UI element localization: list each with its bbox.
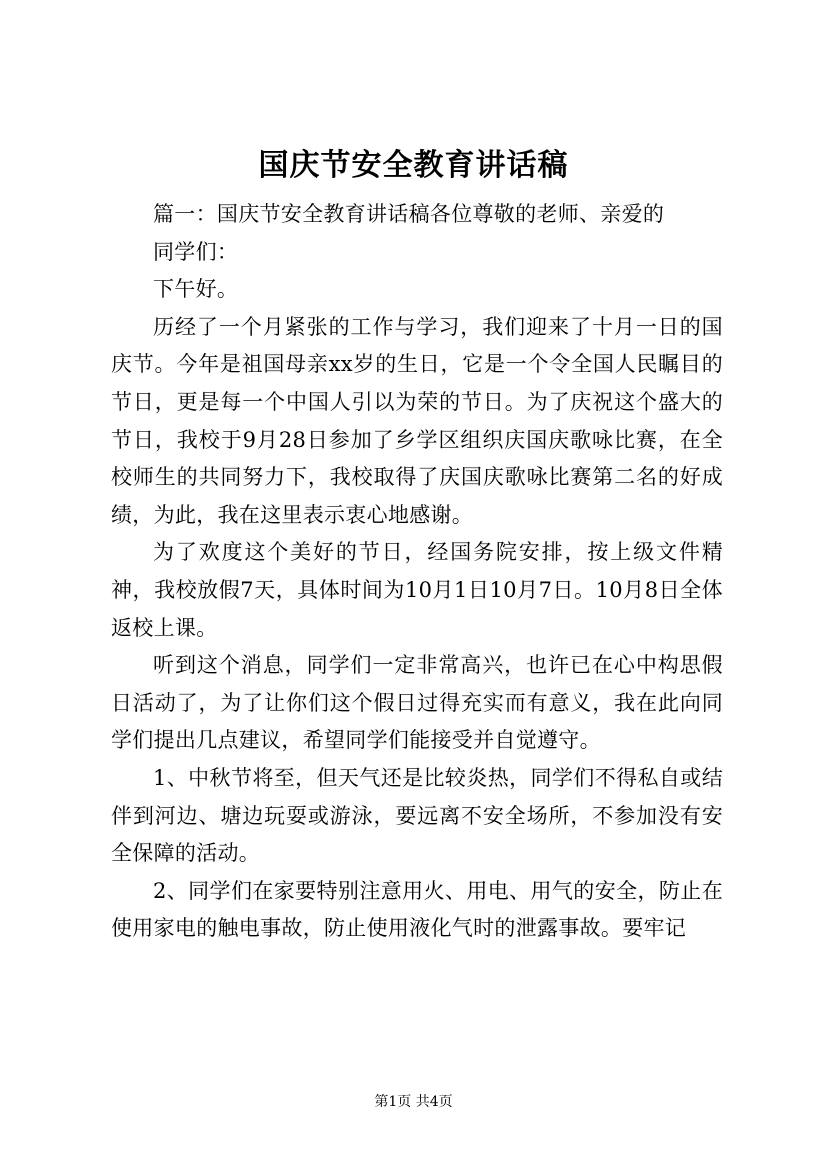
document-title: 国庆节安全教育讲话稿 <box>258 148 569 183</box>
paragraph-suggestions: 听到这个消息，同学们一定非常高兴，也许已在心中构思假日活动了，为了让你们这个假日过得充实而有意义，我在此向同学们提出几点建议，希望同学们能接受并自觉遵守。 <box>111 653 723 753</box>
paragraph-rule-2: 2、同学们在家要特别注意用火、用电、用气的安全，防止在使用家电的触电事故，防止使用液化气时的泄露事故。要牢记 <box>111 878 723 941</box>
paragraph-greeting: 下午好。 <box>153 277 239 302</box>
paragraph-intro: 篇一：国庆节安全教育讲话稿各位尊敬的老师、亲爱的 <box>153 202 665 226</box>
page-footer <box>0 1092 827 1112</box>
paragraph-salutation: 同学们： <box>153 239 239 264</box>
document-body <box>111 196 723 948</box>
paragraph-national-day: 历经了一个月紧张的工作与学习，我们迎来了十月一日的国庆节。今年是祖国母亲xx岁的生日，它是一个令全国人民瞩目的节日，更是每一个中国人引以为荣的节日。为了庆祝这个盛大的节日，我校于9月28日参加了乡学区组织庆国庆歌咏比赛，在全校师生的共同努力下，我校取得了庆国庆歌咏比赛第二名的好成绩，为此，我在这里表示衷心地感谢。 <box>111 314 723 527</box>
paragraph-rule-1: 1、中秋节将至，但天气还是比较炎热，同学们不得私自或结伴到河边、塘边玩耍或游泳，要远离不安全场所，不参加没有安全保障的活动。 <box>111 765 723 866</box>
paragraph-holiday-schedule: 为了欢度这个美好的节日，经国务院安排，按上级文件精神，我校放假7天，具体时间为10月1日10月7日。10月8日全体返校上课。 <box>111 540 723 640</box>
page-number: 第1页 共4页 <box>374 1094 453 1110</box>
